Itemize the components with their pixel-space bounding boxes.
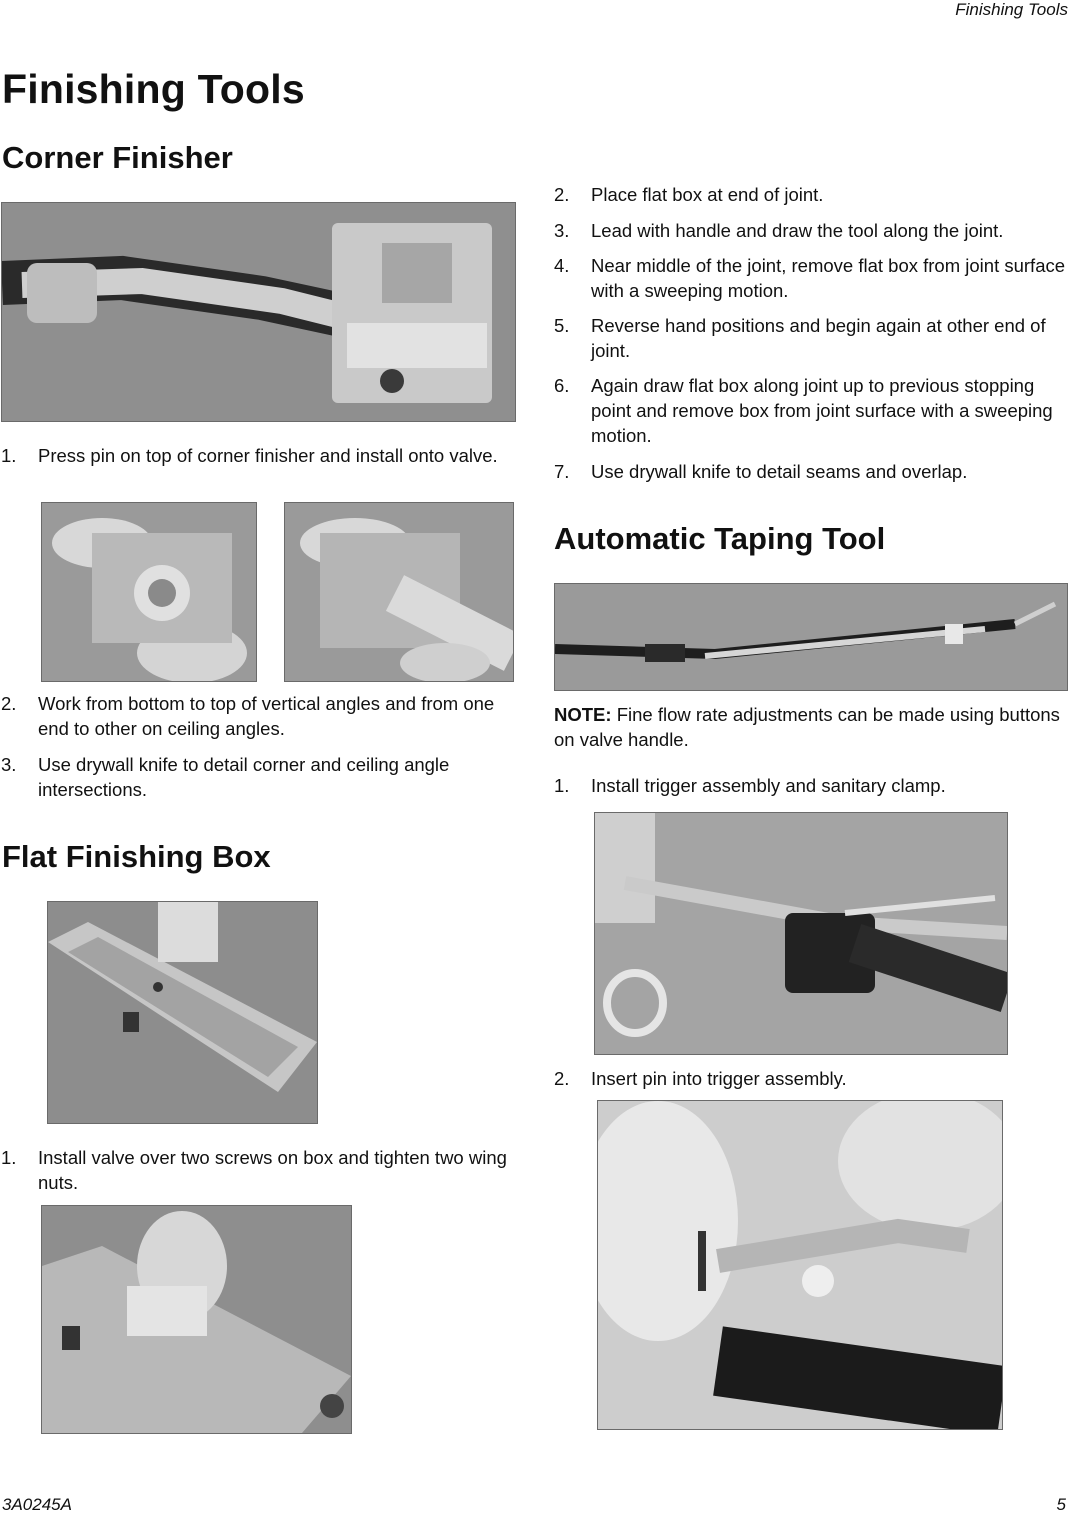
corner-finisher-installed-photo <box>284 502 514 682</box>
list-item: 2. Place flat box at end of joint. <box>554 184 824 205</box>
automatic-taping-tool-heading: Automatic Taping Tool <box>554 521 886 556</box>
page-title: Finishing Tools <box>2 66 305 112</box>
list-item: 5. Reverse hand positions and begin again at other end of joint. <box>554 315 1046 361</box>
note <box>554 702 1064 752</box>
insert-pin-photo <box>597 1100 1003 1430</box>
list-item: 7. Use drywall knife to detail seams and overlap. <box>554 461 968 482</box>
doc-number: 3A0245A <box>2 1495 72 1514</box>
corner-finisher-front-photo <box>41 502 257 682</box>
flat-box-wing-nuts-photo <box>41 1205 352 1434</box>
list-item: 1. Install valve over two screws on box and tighten two wing nuts. <box>1 1147 507 1193</box>
list-item: 2. Insert pin into trigger assembly. <box>554 1068 847 1089</box>
list-item: 6. Again draw flat box along joint up to previous stopping point and remove box from joint surface with a sweeping motion. <box>554 375 1053 446</box>
running-header: Finishing Tools <box>955 0 1068 19</box>
flat-finishing-box-photo <box>47 901 318 1124</box>
list-item: 3. Use drywall knife to detail corner and ceiling angle intersections. <box>1 754 450 800</box>
automatic-taping-tool-photo <box>554 583 1068 691</box>
note-text: Fine flow rate adjustments can be made using buttons on valve handle. <box>554 704 1060 750</box>
note-label: NOTE: <box>554 704 612 725</box>
list-item: 2. Work from bottom to top of vertical angles and from one end to other on ceiling angles. <box>1 693 495 739</box>
list-item: 4. Near middle of the joint, remove flat box from joint surface with a sweeping motion. <box>554 255 1066 301</box>
page-number: 5 <box>1056 1495 1066 1514</box>
corner-finisher-heading: Corner Finisher <box>2 140 233 175</box>
corner-finisher-photo <box>1 202 516 422</box>
flat-finishing-box-heading: Flat Finishing Box <box>2 839 271 874</box>
list-item: 1. Install trigger assembly and sanitary clamp. <box>554 775 946 796</box>
list-item: 1. Press pin on top of corner finisher and install onto valve. <box>1 445 498 466</box>
trigger-assembly-photo <box>594 812 1008 1055</box>
list-item: 3. Lead with handle and draw the tool along the joint. <box>554 220 1004 241</box>
